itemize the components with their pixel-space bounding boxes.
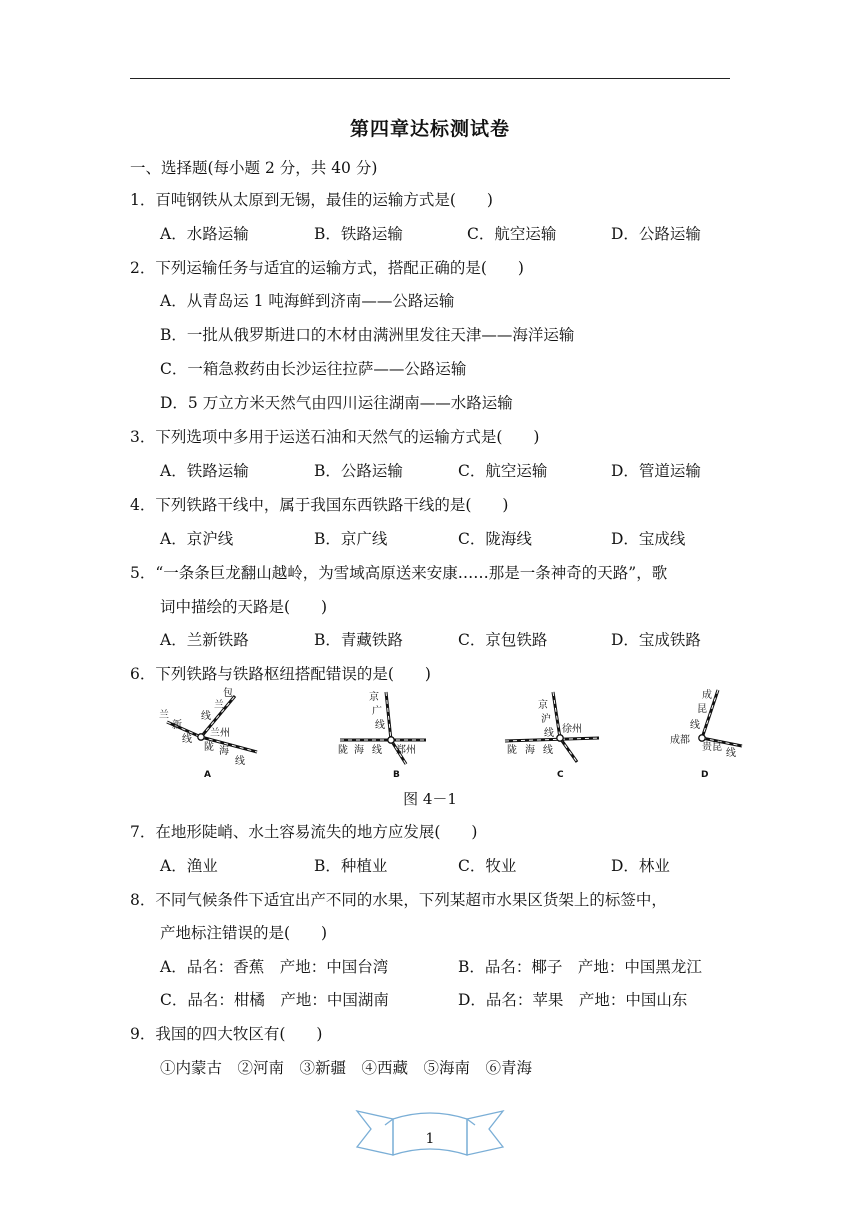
diagram-a-label: A <box>204 770 211 780</box>
question-8-option-c: C．品名：柑橘 产地：中国湖南 <box>160 991 389 1009</box>
question-8-stem-continued: 产地标注错误的是( ) <box>160 924 328 942</box>
diagram-d-text-1: 成 <box>702 690 712 701</box>
question-6-stem: 6．下列铁路与铁路枢纽搭配错误的是( ) <box>130 665 431 683</box>
diagram-a-text-4: 包 <box>223 688 233 699</box>
question-5-option-a: A．兰新铁路 <box>160 631 249 649</box>
question-1-option-d: D．公路运输 <box>611 225 701 243</box>
diagram-b-text-3: 线 <box>375 720 385 731</box>
rail-diagram-a <box>155 686 265 778</box>
diagram-b-text-5: 海 <box>354 745 364 756</box>
question-2-option-c: C．一箱急救药由长沙运往拉萨——公路运输 <box>160 360 467 378</box>
question-9-stem: 9．我国的四大牧区有( ) <box>130 1025 323 1043</box>
header-rule <box>130 78 730 79</box>
diagram-a-text-8: 陇 <box>204 742 214 753</box>
diagram-c-text-4: 徐州 <box>562 724 582 735</box>
question-3-stem: 3．下列选项中多用于运送石油和天然气的运输方式是( ) <box>130 428 540 446</box>
diagram-b-text-1: 京 <box>369 692 379 703</box>
diagram-b-text-2: 广 <box>372 706 382 717</box>
diagram-d-label: D <box>701 770 709 780</box>
diagram-b-text-7: 郑州 <box>396 745 416 756</box>
diagram-d-text-4: 成都 <box>670 735 690 746</box>
diagram-a-text-6: 线 <box>201 711 211 722</box>
figure-caption: 图 4－1 <box>403 790 457 808</box>
diagram-c-text-1: 京 <box>538 700 548 711</box>
question-5-option-d: D．宝成铁路 <box>611 631 701 649</box>
question-5-option-c: C．京包铁路 <box>458 631 548 649</box>
diagram-b-label: B <box>393 770 400 780</box>
question-7-option-d: D．林业 <box>611 857 670 875</box>
question-1-stem: 1．百吨钢铁从太原到无锡，最佳的运输方式是( ) <box>130 191 493 209</box>
diagram-c-text-2: 沪 <box>541 714 551 725</box>
rail-diagram-c <box>505 686 615 778</box>
question-4-option-d: D．宝成线 <box>611 530 686 548</box>
question-2-option-d: D．5 万立方米天然气由四川运往湖南——水路运输 <box>160 394 513 412</box>
diagram-d-text-3: 线 <box>690 720 700 731</box>
diagram-c-text-5: 陇 <box>507 745 517 756</box>
diagram-a-text-2: 新 <box>172 720 182 731</box>
question-8-option-a: A．品名：香蕉 产地：中国台湾 <box>160 958 389 976</box>
diagram-c-text-7: 线 <box>543 745 553 756</box>
question-3-option-c: C．航空运输 <box>458 462 548 480</box>
question-5-stem: 5．“一条条巨龙翻山越岭，为雪域高原送来安康……那是一条神奇的天路”，歌 <box>130 564 668 582</box>
question-9-choices: ①内蒙古 ②河南 ③新疆 ④西藏 ⑤海南 ⑥青海 <box>160 1059 533 1077</box>
diagram-a-text-5: 兰 <box>214 700 224 711</box>
question-4-option-c: C．陇海线 <box>458 530 532 548</box>
question-2-option-a: A．从青岛运 1 吨海鲜到济南——公路运输 <box>160 292 455 310</box>
page-title: 第四章达标测试卷 <box>349 118 510 140</box>
question-3-option-a: A．铁路运输 <box>160 462 249 480</box>
question-8-option-b: B．品名：椰子 产地：中国黑龙江 <box>458 958 702 976</box>
question-4-stem: 4．下列铁路干线中，属于我国东西铁路干线的是( ) <box>130 496 509 514</box>
question-5-option-b: B．青藏铁路 <box>314 631 403 649</box>
question-7-option-b: B．种植业 <box>314 857 388 875</box>
diagram-d-text-5: 贵昆 <box>702 742 722 753</box>
question-1-option-a: A．水路运输 <box>160 225 249 243</box>
diagram-c-label: C <box>557 770 564 780</box>
diagram-d-text-6: 线 <box>726 748 736 759</box>
section-heading: 一、选择题(每小题 2 分，共 40 分) <box>130 159 378 177</box>
diagram-b-text-6: 线 <box>372 745 382 756</box>
question-8-option-d: D．品名：苹果 产地：中国山东 <box>458 991 688 1009</box>
question-4-option-b: B．京广线 <box>314 530 388 548</box>
question-8-stem: 8．不同气候条件下适宜出产不同的水果，下列某超市水果区货架上的标签中， <box>130 891 667 909</box>
diagram-c-text-6: 海 <box>525 745 535 756</box>
question-7-option-a: A．渔业 <box>160 857 218 875</box>
question-7-stem: 7．在地形陡峭、水土容易流失的地方应发展( ) <box>130 823 478 841</box>
page-number: 1 <box>425 1131 435 1147</box>
question-2-option-b: B．一批从俄罗斯进口的木材由满洲里发往天津——海洋运输 <box>160 326 575 344</box>
diagram-d-text-2: 昆 <box>697 704 707 715</box>
question-4-option-a: A．京沪线 <box>160 530 234 548</box>
diagram-a-text-3: 线 <box>182 734 192 745</box>
question-3-option-b: B．公路运输 <box>314 462 403 480</box>
question-5-stem-continued: 词中描绘的天路是( ) <box>160 598 328 616</box>
rail-diagram-b <box>338 686 448 778</box>
diagram-b-text-4: 陇 <box>338 745 348 756</box>
question-7-option-c: C．牧业 <box>458 857 517 875</box>
diagram-c-text-3: 线 <box>544 728 554 739</box>
diagram-a-text-7: 兰州 <box>210 728 230 739</box>
rail-diagram-d <box>670 686 780 778</box>
question-1-option-c: C．航空运输 <box>467 225 557 243</box>
question-3-option-d: D．管道运输 <box>611 462 701 480</box>
diagram-a-text-1: 兰 <box>159 710 169 721</box>
diagram-a-text-9: 海 <box>219 746 229 757</box>
question-1-option-b: B．铁路运输 <box>314 225 403 243</box>
diagram-a-text-10: 线 <box>235 756 245 767</box>
question-2-stem: 2．下列运输任务与适宜的运输方式，搭配正确的是( ) <box>130 259 524 277</box>
